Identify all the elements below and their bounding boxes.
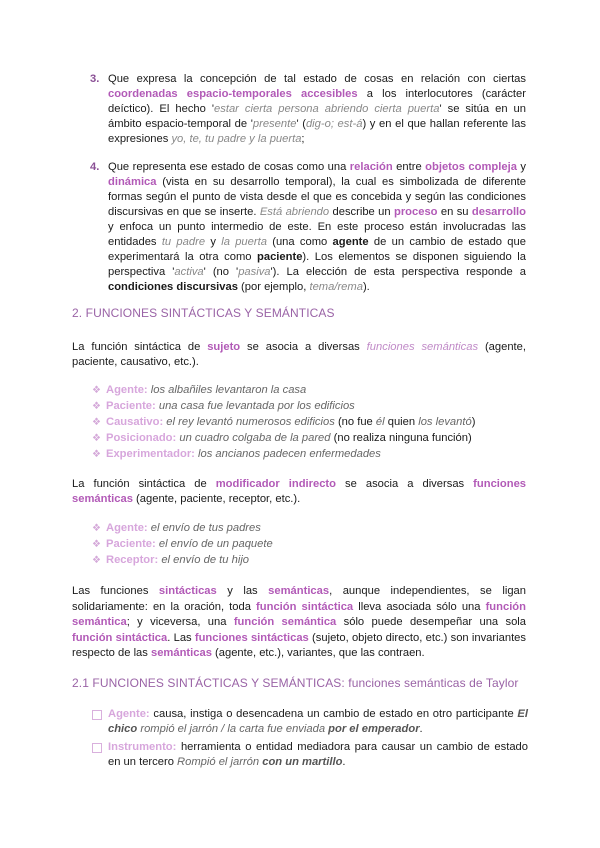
list-item: ❖ Agente: los albañiles levantaron la casa [92,384,307,396]
diamond-bullet-icon: ❖ [92,385,101,396]
list-item: Agente: causa, instiga o desencadena un cambio de estado en otro participante El chico rompió el jarrón / la carta fue enviada por el emperador. [92,707,528,737]
diamond-bullet-icon: ❖ [92,417,101,428]
checkbox-bullet-icon [92,710,102,720]
list-item: ❖ Causativo: el rey levantó numerosos edificios (no fue él quien los levantó) [92,416,476,428]
list-item: ❖ Paciente: el envío de un paquete [92,538,273,550]
list-item: ❖ Posicionado: un cuadro colgaba de la pared (no realiza ninguna función) [92,432,472,444]
diamond-bullet-icon: ❖ [92,539,101,550]
numbered-item-4: 4. Que representa ese estado de cosas como una relación entre objetos compleja y dinámica (vista en su desarrollo temporal), la cual es simbolizada de diferente formas según el punto de vista desde el que es concebida y según las condiciones discursivas en que se inserte. Está abriendo describe un proceso en su desarrollo y enfoca un punto intermedio de este. En este proceso están involucradas las entidades tu padre y la puerta (una como agente de un cambio de estado que experimentará la otra como paciente). Los elementos se disponen siguiendo la perspectiva 'activa' (no 'pasiva'). La elección de esta perspectiva responde a condiciones discursivas (por ejemplo, tema/rema). [90,161,527,293]
diamond-bullet-icon: ❖ [92,433,101,444]
list-taylor-functions [92,707,528,770]
item-number: 4. [90,161,100,173]
diamond-bullet-icon: ❖ [92,401,101,412]
paragraph-funciones: Las funciones sintácticas y las semánticas, aunque independientes, se ligan solidariamente: en la oración, toda función sintáctica lleva asociada sólo una función semántica; y viceversa, una función semántica sólo puede desempeñar una sola función sintáctica. Las funciones sintácticas (sujeto, objeto directo, etc.) son invariantes respecto de las semánticas (agente, etc.), variantes, que las contraen. [72,585,527,660]
list-item: ❖ Agente: el envío de tus padres [92,522,261,534]
list-item: Instrumento: herramienta o entidad mediadora para causar un cambio de estado en un tercero Rompió el jarrón con un martillo. [92,740,528,770]
diamond-bullet-icon: ❖ [92,449,101,460]
numbered-item-3: 3. Que expresa la concepción de tal estado de cosas en relación con ciertas coordenadas espacio-temporales accesibles a los interlocutores (carácter deíctico). El hecho 'estar cierta persona abriendo cierta puerta' se sitúa en un ámbito espacio-temporal de 'presente' (dig-o; est-á) y en el que hallan referente las expresiones yo, te, tu padre y la puerta; [90,73,527,145]
diamond-bullet-icon: ❖ [92,523,101,534]
list-mi-functions [92,521,532,569]
list-item: ❖ Paciente: una casa fue levantada por los edificios [92,400,355,412]
diamond-bullet-icon: ❖ [92,555,101,566]
section-heading-2-1: 2.1 FUNCIONES SINTÁCTICAS Y SEMÁNTICAS: funciones semánticas de Taylor [72,676,519,690]
section-heading-2: 2. FUNCIONES SINTÁCTICAS Y SEMÁNTICAS [72,306,335,320]
list-sujeto-functions [92,383,532,463]
list-item: ❖ Receptor: el envío de tu hijo [92,554,250,566]
paragraph-modificador-indirecto: La función sintáctica de modificador indirecto se asocia a diversas funciones semánticas (agente, paciente, receptor, etc.). [72,478,527,505]
item-number: 3. [90,73,100,85]
list-item: ❖ Experimentador: los ancianos padecen enfermedades [92,448,381,460]
paragraph-sujeto: La función sintáctica de sujeto se asocia a diversas funciones semánticas (agente, paciente, causativo, etc.). [72,341,526,368]
checkbox-bullet-icon [92,743,102,753]
